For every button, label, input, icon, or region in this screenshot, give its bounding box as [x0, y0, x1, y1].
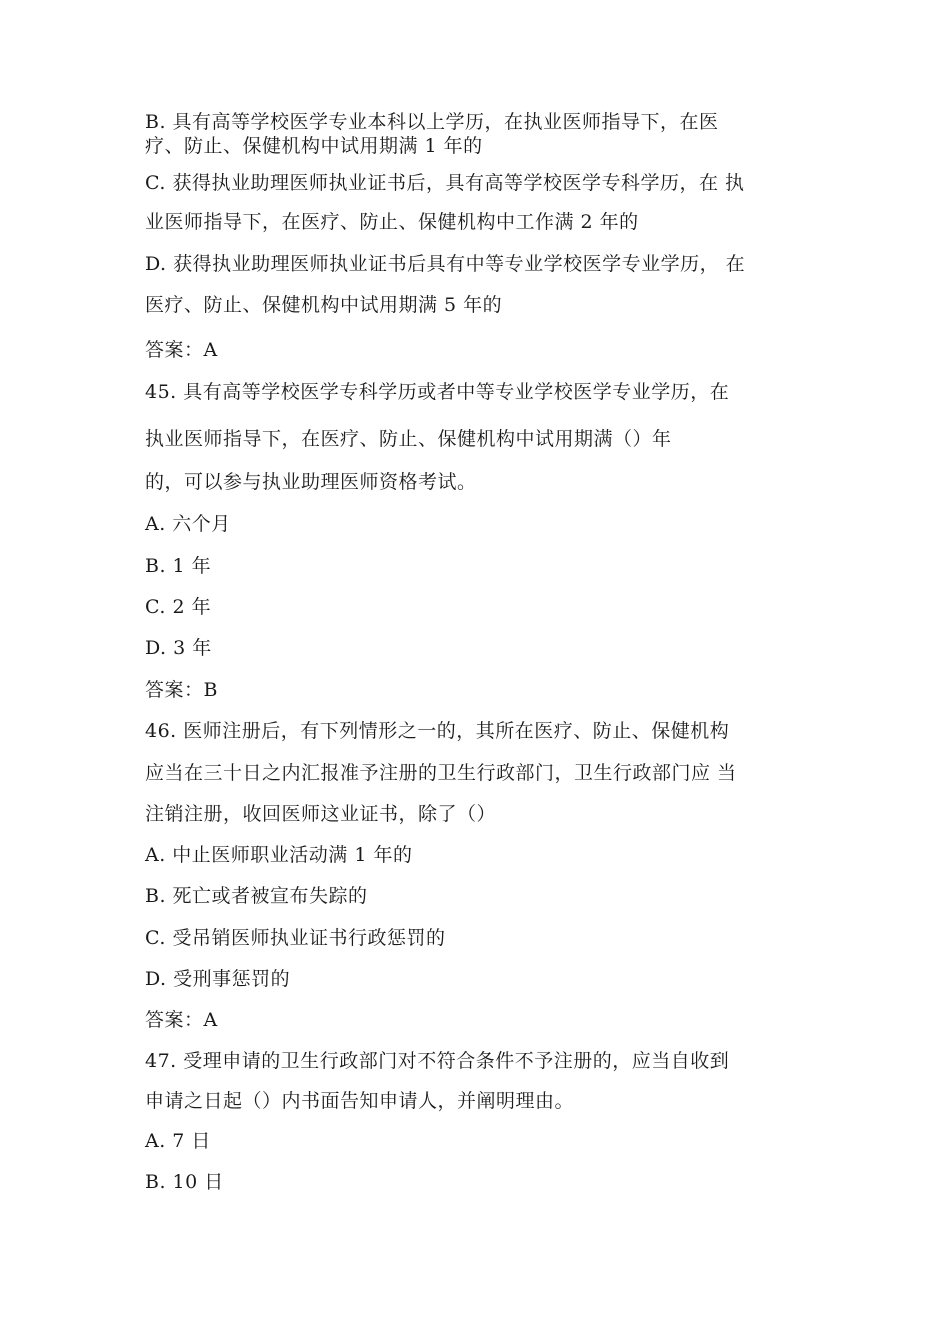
q45-stem-line2: 执业医师指导下，在医疗、防止、保健机构中试用期满（）年 [145, 428, 672, 450]
q45-stem-line3: 的，可以参与执业助理医师资格考试。 [145, 471, 477, 493]
q46-answer: 答案：A [145, 1009, 218, 1031]
q46-stem-line2: 应当在三十日之内汇报准予注册的卫生行政部门，卫生行政部门应 当 [145, 762, 737, 784]
q46-stem-line1: 46. 医师注册后，有下列情形之一的，其所在医疗、防止、保健机构 [145, 720, 730, 742]
q44-option-d-line1: D. 获得执业助理医师执业证书后具有中等专业学校医学专业学历， 在 [145, 253, 746, 275]
q44-option-b-line2: 疗、防止、保健机构中试用期满 1 年的 [145, 135, 483, 157]
q47-option-b: B. 10 日 [145, 1171, 224, 1193]
q46-stem-line3: 注销注册，收回医师这业证书，除了（） [145, 803, 497, 825]
q44-option-b-line1: B. 具有高等学校医学专业本科以上学历，在执业医师指导下，在医 [145, 111, 719, 133]
q47-option-a: A. 7 日 [145, 1130, 211, 1152]
q46-option-a: A. 中止医师职业活动满 1 年的 [145, 844, 413, 866]
q46-option-c: C. 受吊销医师执业证书行政惩罚的 [145, 927, 446, 949]
q46-option-b: B. 死亡或者被宣布失踪的 [145, 885, 368, 907]
q44-option-c-line1: C. 获得执业助理医师执业证书后，具有高等学校医学专科学历，在 执 [145, 172, 745, 194]
q45-answer: 答案：B [145, 679, 218, 701]
q45-stem-line1: 45. 具有高等学校医学专科学历或者中等专业学校医学专业学历，在 [145, 381, 730, 403]
q44-answer: 答案：A [145, 339, 218, 361]
q47-stem-line1: 47. 受理申请的卫生行政部门对不符合条件不予注册的，应当自收到 [145, 1050, 730, 1072]
q45-option-c: C. 2 年 [145, 596, 212, 618]
q44-option-c-line2: 业医师指导下，在医疗、防止、保健机构中工作满 2 年的 [145, 211, 639, 233]
q45-option-d: D. 3 年 [145, 637, 212, 659]
q47-stem-line2: 申请之日起（）内书面告知申请人，并阐明理由。 [145, 1090, 575, 1112]
q46-option-d: D. 受刑事惩罚的 [145, 968, 291, 990]
q45-option-a: A. 六个月 [145, 513, 231, 535]
q45-option-b: B. 1 年 [145, 555, 212, 577]
q44-option-d-line2: 医疗、防止、保健机构中试用期满 5 年的 [145, 294, 503, 316]
